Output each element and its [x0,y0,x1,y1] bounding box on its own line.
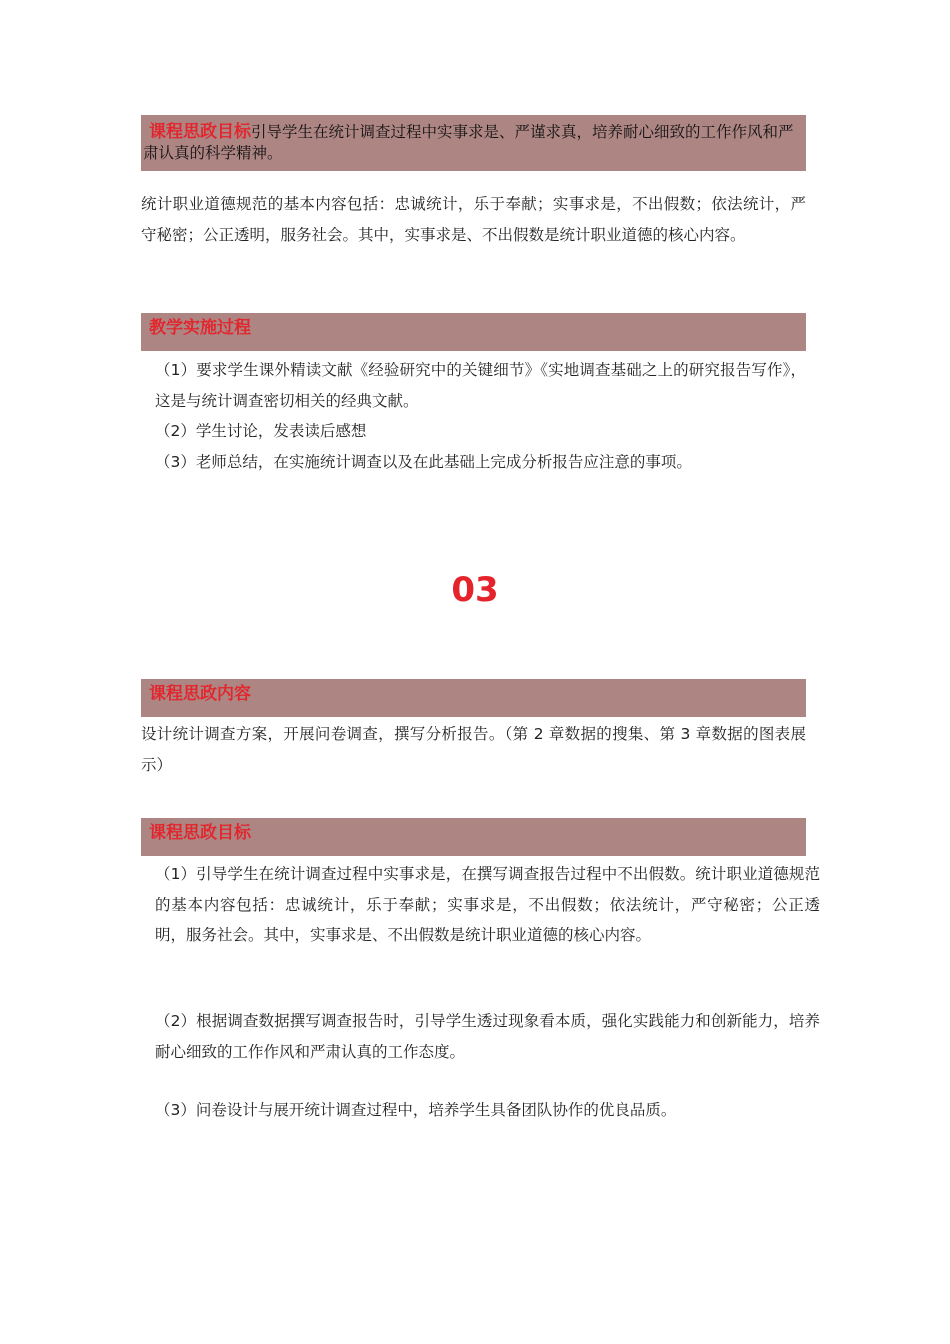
goal-banner-text [141,115,806,164]
goal-text: 引导学生在统计调查过程中实事求是、严谨求真，培养耐心细致的工作作风和严肃认真的科学精神。 [143,123,794,162]
goal-banner [141,115,806,171]
goal-item: （1）引导学生在统计调查过程中实事求是，在撰写调查报告过程中不出假数。统计职业道德规范的基本内容包括：忠诚统计，乐于奉献；实事求是，不出假数；依法统计，严守秘密；公正透明，服务社会。其中，实事求是、不出假数是统计职业道德的核心内容。 [155,865,820,944]
content-heading-bar [141,679,806,717]
process-list [141,355,806,477]
process-item: （1）要求学生课外精读文献《经验研究中的关键细节》《实地调查基础之上的研究报告写作》，这是与统计调查密切相关的经典文献。 [155,361,806,410]
content-heading: 课程思政内容 [149,684,251,704]
ethics-paragraph: 统计职业道德规范的基本内容包括：忠诚统计，乐于奉献；实事求是，不出假数；依法统计，严守秘密；公正透明，服务社会。其中，实事求是、不出假数是统计职业道德的核心内容。 [141,195,806,244]
content-paragraph: 设计统计调查方案，开展问卷调查，撰写分析报告。（第 2 章数据的搜集、第 3 章数据的图表展示） [141,725,806,774]
goal-heading: 课程思政目标 [149,823,251,843]
goal-item: （2）根据调查数据撰写调查报告时，引导学生透过现象看本质，强化实践能力和创新能力，培养耐心细致的工作作风和严肃认真的工作态度。 [155,1012,820,1061]
process-heading: 教学实施过程 [149,318,251,338]
goal-heading-bar [141,818,806,856]
section-number: 03 [451,570,499,610]
goal-item: （3）问卷设计与展开统计调查过程中，培养学生具备团队协作的优良品质。 [155,1101,677,1119]
goal-label: 课程思政目标 [149,122,251,142]
process-item: （3）老师总结，在实施统计调查以及在此基础上完成分析报告应注意的事项。 [155,452,692,471]
process-item: （2）学生讨论，发表读后感想 [155,422,367,440]
process-heading-bar [141,313,806,351]
